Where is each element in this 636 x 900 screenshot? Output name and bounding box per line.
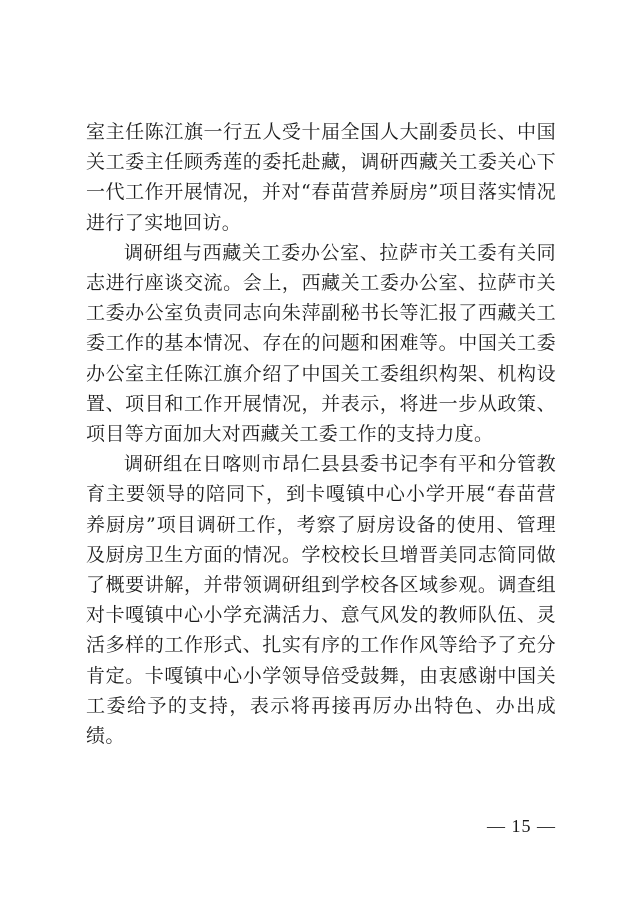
page-number: — 15 —: [487, 816, 556, 836]
paragraph-continuation: 室主任陈江旗一行五人受十届全国人大副委员长、中国关工委主任顾秀莲的委托赴藏，调研西藏关工委关心下一代工作开展情况，并对“春苗营养厨房”项目落实情况进行了实地回访。: [86, 121, 556, 234]
paragraph-meeting: 调研组与西藏关工委办公室、拉萨市关工委有关同志进行座谈交流。会上，西藏关工委办公室、拉萨市关工委办公室负责同志向朱萍副秘书长等汇报了西藏关工委工作的基本情况、存在的问题和困难等。中国关工委办公室主任陈江旗介绍了中国关工委组织构架、机构设置、项目和工作开展情况，并表示，将进一步从政策、项目等方面加大对西藏关工委工作的支持力度。: [86, 241, 556, 446]
paragraph-school-visit: 调研组在日喀则市昂仁县县委书记李有平和分管教育主要领导的陪同下，到卡嘎镇中心小学开展“春苗营养厨房”项目调研工作，考察了厨房设备的使用、管理及厨房卫生方面的情况。学校校长旦增晋美同志简同做了概要讲解，并带领调研组到学校各区域参观。调查组对卡嘎镇中心小学充满活力、意气风发的教师队伍、灵活多样的工作形式、扎实有序的工作作风等给予了充分肯定。卡嘎镇中心小学领导倍受鼓舞，由衷感谢中国关工委给予的支持，表示将再接再厉办出特色、办出成绩。: [86, 453, 556, 748]
body-text: [86, 117, 556, 751]
